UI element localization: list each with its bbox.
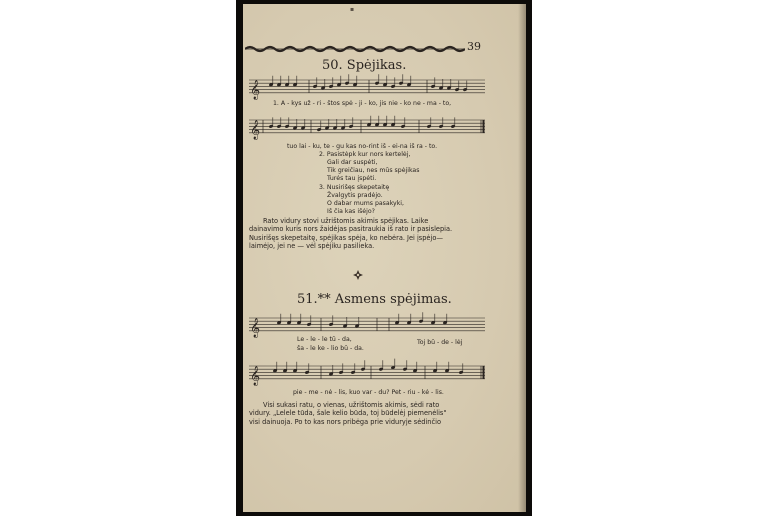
lyrics-line: Le - le - le tū - da, <box>297 336 352 343</box>
svg-text:𝄞: 𝄞 <box>250 365 261 386</box>
music-staff-50-2 <box>249 112 485 142</box>
game-description <box>249 217 483 251</box>
paragraph-line: Rato vidury stovi užrištomis akimis spėjikas. Laike <box>263 217 429 225</box>
book-page <box>243 4 526 512</box>
paragraph-line: vidury. „Lelele tūda, šale kelio būda, toj būdelėj piemenėlis" <box>249 409 447 418</box>
song-title: 50. Spėjikas. <box>322 58 407 73</box>
verse-line: 3. Nusirišęs skepetaitę <box>319 184 390 191</box>
fleuron-ornament <box>353 270 363 280</box>
paragraph-line: visi dainuoja. Po to kas nors pribėga prie viduryje sėdinčio <box>249 417 441 426</box>
lyrics-line: 1. A - kys už - ri - štos spė - ji - ko, jis nie - ko ne - ma - to, <box>273 100 452 107</box>
paragraph-line: Visi sukasi ratu, o vienas, užrištomis akimis, sėdi rato <box>263 401 440 409</box>
header-ornament-border <box>245 44 465 54</box>
lyrics-line: ša - le ke - lio bū - da. <box>297 345 364 352</box>
verse-line: Tik greičiau, nes mūs spėjikas <box>327 167 420 174</box>
svg-text:𝄞: 𝄞 <box>250 79 261 100</box>
paragraph-line: laimėjo, jei ne — vėl spėjiku pasilieka. <box>249 242 375 251</box>
verse-line: Turės tau įspėti. <box>327 175 377 182</box>
music-staff-51-2 <box>249 356 485 388</box>
page-number: 39 <box>467 40 481 53</box>
verse-line: Gali dar suspėti, <box>327 159 378 166</box>
svg-text:𝄞: 𝄞 <box>250 119 261 140</box>
verse-line: Iš čia kas išėjo? <box>327 208 375 215</box>
music-staff-51-1 <box>249 310 485 338</box>
spine-shadow <box>518 4 526 512</box>
song-title: 51.** Asmens spėjimas. <box>297 292 452 307</box>
verse-line: O dabar mums pasakyki, <box>327 200 404 207</box>
game-description <box>249 401 483 426</box>
svg-text:𝄞: 𝄞 <box>250 317 261 338</box>
print-mark: ▪ <box>350 6 355 13</box>
paragraph-line: dainavimo kuris nors žaidėjas pasitraukia iš rato ir pasislepia. <box>249 225 453 234</box>
lyrics-line: tuo lai - ku, te - gu kas no-rint iš - ei-na iš ra - to. <box>287 143 438 150</box>
verse-line: 2. Pasistėpk kur nors kertelėj, <box>319 151 411 158</box>
lyrics-line: Toj bū - de - lėj <box>417 339 463 346</box>
lyrics-line: pie - me - nė - lis, kuo var - du? Pet - riu - kė - lis. <box>293 389 444 396</box>
music-staff-50-1 <box>249 74 485 100</box>
paragraph-line: Nusirišęs skepetaitę, spėjikas spėja, ko nebėra. Jei įspėjo— <box>249 233 443 242</box>
verse-line: Žvalgytis pradėjo. <box>327 192 383 199</box>
